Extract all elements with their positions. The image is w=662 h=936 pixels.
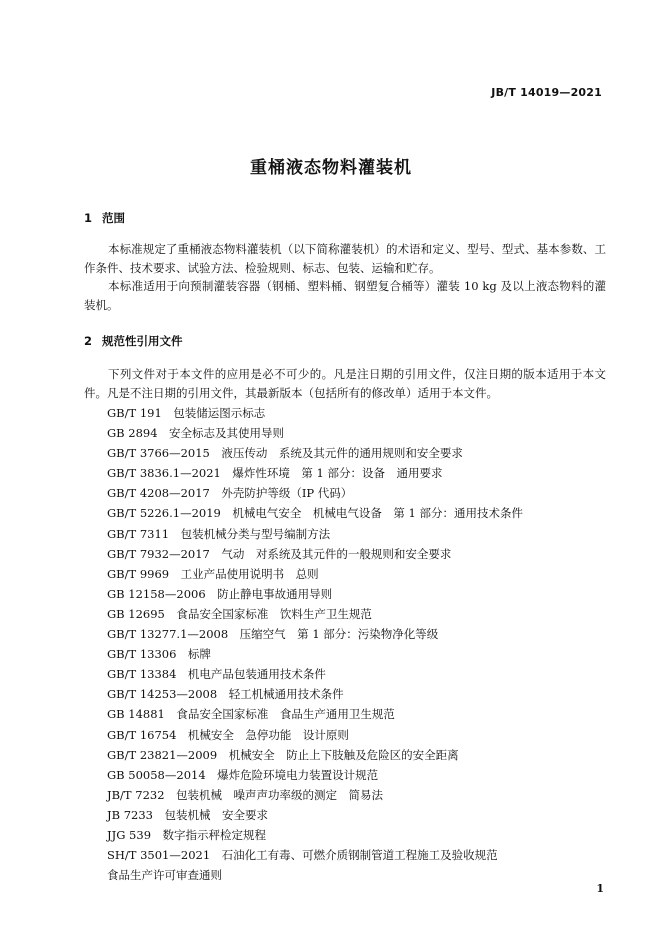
reference-item: JJG 539 数字指示秤检定规程 (107, 827, 267, 842)
reference-item: GB 2894 安全标志及其使用导则 (107, 426, 285, 441)
reference-item: GB/T 5226.1—2019 机械电气安全 机械电气设备 第 1 部分：通用技术条件 (107, 506, 523, 521)
reference-item: JB 7233 包装机械 安全要求 (107, 807, 268, 822)
reference-item: GB/T 3766—2015 液压传动 系统及其元件的通用规则和安全要求 (107, 446, 463, 461)
section-1-title: 范围 (102, 211, 125, 225)
reference-item: GB 12158—2006 防止静电事故通用导则 (107, 586, 333, 601)
section-2-heading (84, 333, 183, 349)
reference-item: GB/T 14253—2008 轻工机械通用技术条件 (107, 687, 344, 702)
reference-item: GB 50058—2014 爆炸危险环境电力装置设计规范 (107, 767, 379, 782)
reference-item: GB/T 9969 工业产品使用说明书 总则 (107, 566, 319, 581)
reference-item: 食品生产许可审查通则 (107, 868, 222, 883)
page-number: 1 (596, 882, 604, 895)
standard-number: JB/T 14019—2021 (491, 86, 602, 99)
reference-item: SH/T 3501—2021 石油化工有毒、可燃介质钢制管道工程施工及验收规范 (107, 848, 498, 863)
reference-item: GB 14881 食品安全国家标准 食品生产通用卫生规范 (107, 707, 395, 722)
reference-item: JB/T 7232 包装机械 噪声声功率级的测定 简易法 (107, 787, 384, 802)
reference-item: GB/T 16754 机械安全 急停功能 设计原则 (107, 727, 349, 742)
normative-references-list (107, 403, 523, 885)
reference-item: GB/T 13306 标牌 (107, 647, 211, 662)
section-1-number: 1 (84, 211, 93, 225)
reference-item: GB/T 13384 机电产品包装通用技术条件 (107, 667, 326, 682)
reference-item: GB 12695 食品安全国家标准 饮料生产卫生规范 (107, 606, 372, 621)
reference-item: GB/T 7932—2017 气动 对系统及其元件的一般规则和安全要求 (107, 546, 452, 561)
section-1-heading (84, 210, 125, 226)
reference-item: GB/T 191 包装储运图示标志 (107, 406, 266, 420)
section-2-title: 规范性引用文件 (102, 334, 183, 348)
reference-item: GB/T 3836.1—2021 爆炸性环境 第 1 部分：设备 通用要求 (107, 466, 443, 481)
reference-item: GB/T 4208—2017 外壳防护等级（IP 代码） (107, 486, 353, 501)
section-2-number: 2 (84, 334, 93, 348)
reference-item: GB/T 13277.1—2008 压缩空气 第 1 部分：污染物净化等级 (107, 627, 439, 642)
document-title: 重桶液态物料灌装机 (250, 158, 412, 178)
reference-item: GB/T 7311 包装机械分类与型号编制方法 (107, 526, 331, 541)
reference-item: GB/T 23821—2009 机械安全 防止上下肢触及危险区的安全距离 (107, 747, 459, 762)
section-1-paragraph-2: 本标准适用于向预制灌装容器（钢桶、塑料桶、钢塑复合桶等）灌装 10 kg 及以上液态物料的灌装机。 (84, 279, 606, 312)
section-2-paragraph-1: 下列文件对于本文件的应用是必不可少的。凡是注日期的引用文件，仅注日期的版本适用于本文件。凡是不注日期的引用文件，其最新版本（包括所有的修改单）适用于本文件。 (84, 367, 606, 400)
section-1-paragraph-1: 本标准规定了重桶液态物料灌装机（以下简称灌装机）的术语和定义、型号、型式、基本参数、工作条件、技术要求、试验方法、检验规则、标志、包装、运输和贮存。 (84, 242, 606, 275)
